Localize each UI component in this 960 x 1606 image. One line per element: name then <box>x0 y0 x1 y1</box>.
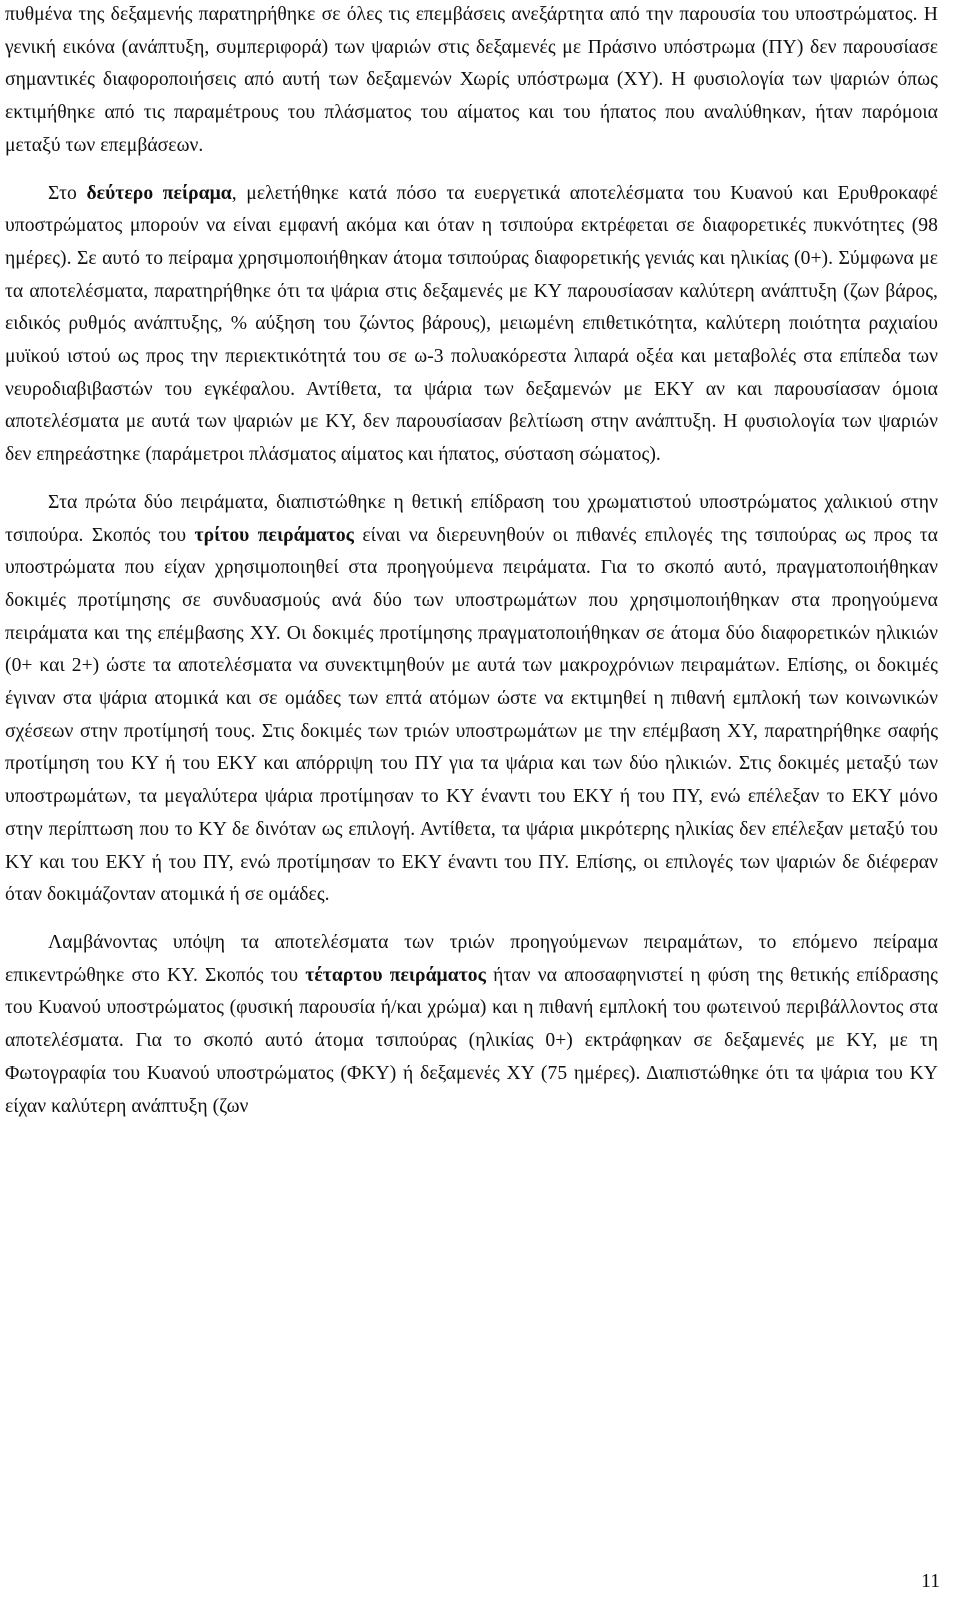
text-run: είναι να διερευνηθούν οι πιθανές επιλογές της τσιπούρας ως προς τα υποστρώματα που είχαν χρησιμοποιηθεί στα προηγούμενα πειράματα. Για το σκοπό αυτό, πραγματοποιήθηκαν δοκιμές προτίμησης σε συνδυασμούς ανά δύο των υποστρωμάτων που χρησιμοποιήθηκαν στα προηγούμενα πειράματα και της επέμβασης ΧΥ. Οι δοκιμές προτίμησης πραγματοποιήθηκαν σε άτομα δύο διαφορετικών ηλικιών (0+ και 2+) ώστε τα αποτελέσματα να συνεκτιμηθούν με αυτά των μακροχρόνιων πειραμάτων. Επίσης, οι δοκιμές έγιναν στα ψάρια ατομικά και σε ομάδες των επτά ατόμων ώστε να εκτιμηθεί η πιθανή εμπλοκή των κοινωνικών σχέσεων στην προτίμησή τους. Στις δοκιμές των τριών υποστρωμάτων με την επέμβαση ΧΥ, παρατηρήθηκε σαφής προτίμηση του ΚΥ ή του ΕΚΥ και απόρριψη του ΠΥ για τα ψάρια και των δύο ηλικιών. Στις δοκιμές μεταξύ των υποστρωμάτων, τα μεγαλύτερα ψάρια προτίμησαν το ΚΥ έναντι του ΕΚΥ ή του ΠΥ, ενώ επέλεξαν το ΕΚΥ μόνο στην περίπτωση που το ΚΥ δε δινόταν ως επιλογή. Αντίθετα, τα ψάρια μικρότερης ηλικίας δεν επέλεξαν μεταξύ του ΚΥ και του ΕΚΥ ή του ΠΥ, ενώ προτίμησαν το ΕΚΥ έναντι του ΠΥ. Επίσης, οι επιλογές των ψαριών δε διέφεραν όταν δοκιμάζονταν ατομικά ή σε ομάδες. <box>5 524 938 906</box>
paragraph-3 <box>5 487 938 912</box>
bold-phrase: δεύτερο πείραμα <box>86 182 232 204</box>
text-run: ήταν να αποσαφηνιστεί η φύση της θετικής επίδρασης του Κυανού υποστρώματος (φυσική παρουσία ή/και χρώμα) και η πιθανή εμπλοκή του φωτεινού περιβάλλοντος στα αποτελέσματα. Για το σκοπό αυτό άτομα τσιπούρας (ηλικίας 0+) εκτράφηκαν σε δεξαμενές με ΚΥ, με τη Φωτογραφία του Κυανού υποστρώματος (ΦΚΥ) ή δεξαμενές ΧΥ (75 ημέρες). Διαπιστώθηκε ότι τα ψάρια του ΚΥ είχαν καλύτερη ανάπτυξη (ζων <box>5 964 938 1117</box>
text-run: Στο <box>48 182 87 204</box>
text-run: πυθμένα της δεξαμενής παρατηρήθηκε σε όλες τις επεμβάσεις ανεξάρτητα από την παρουσία του υποστρώματος. Η γενική εικόνα (ανάπτυξη, συμπεριφορά) των ψαριών στις δεξαμενές με Πράσινο υπόστρωμα (ΠΥ) δεν παρουσίασε σημαντικές διαφοροποιήσεις από αυτή των δεξαμενών Χωρίς υπόστρωμα (ΧΥ). Η φυσιολογία των ψαριών όπως εκτιμήθηκε από τις παραμέτρους του πλάσματος του αίματος και του ήπατος που αναλύθηκαν, ήταν παρόμοια μεταξύ των επεμβάσεων. <box>5 4 938 156</box>
text-run: Λαμβάνοντας υπόψη τα αποτελέσματα των τριών προηγούμενων πειραμάτων, το επόμενο πείραμα επικεντρώθηκε στο ΚΥ. Σκοπός του <box>5 931 938 986</box>
paragraph-1 <box>5 0 938 163</box>
paragraph-4 <box>5 927 938 1123</box>
paragraph-gap <box>5 163 938 178</box>
paragraph-gap <box>5 912 938 927</box>
page-number: 11 <box>921 1571 940 1592</box>
text-run: , μελετήθηκε κατά πόσο τα ευεργετικά αποτελέσματα του Κυανού και Ερυθροκαφέ υποστρώματος μπορούν να είναι εμφανή ακόμα και όταν η τσιπούρα εκτρέφεται σε διαφορετικές πυκνότητες (98 ημέρες). Σε αυτό το πείραμα χρησιμοποιήθηκαν άτομα τσιπούρας διαφορετικής γενιάς και ηλικίας (0+). Σύμφωνα με τα αποτελέσματα, παρατηρήθηκε ότι τα ψάρια στις δεξαμενές με ΚΥ παρουσίασαν καλύτερη ανάπτυξη (ζων βάρος, ειδικός ρυθμός ανάπτυξης, % αύξηση του ζώντος βάρους), μειωμένη επιθετικότητα, καλύτερη ποιότητα ραχιαίου μυϊκού ιστού ως προς την περιεκτικότητά του σε ω-3 πολυακόρεστα λιπαρά οξέα και μεταβολές στα επίπεδα των νευροδιαβιβαστών του εγκέφαλου. Αντίθετα, τα ψάρια των δεξαμενών με ΕΚΥ αν και παρουσίασαν όμοια αποτελέσματα με αυτά των ψαριών με ΚΥ, δεν παρουσίασαν βελτίωση στην ανάπτυξη. Η φυσιολογία των ψαριών δεν επηρεάστηκε (παράμετροι πλάσματος αίματος και ήπατος, σύσταση σώματος). <box>5 182 938 466</box>
paragraph-2 <box>5 178 938 472</box>
document-page <box>5 0 938 1123</box>
paragraph-gap <box>5 472 938 487</box>
bold-phrase: τέταρτου πειράματος <box>305 964 486 986</box>
text-run: Στα πρώτα δύο πειράματα, διαπιστώθηκε η θετική επίδραση του χρωματιστού υποστρώματος χαλικιού στην τσιπούρα. Σκοπός του <box>5 491 938 546</box>
bold-phrase: τρίτου πειράματος <box>194 524 354 546</box>
